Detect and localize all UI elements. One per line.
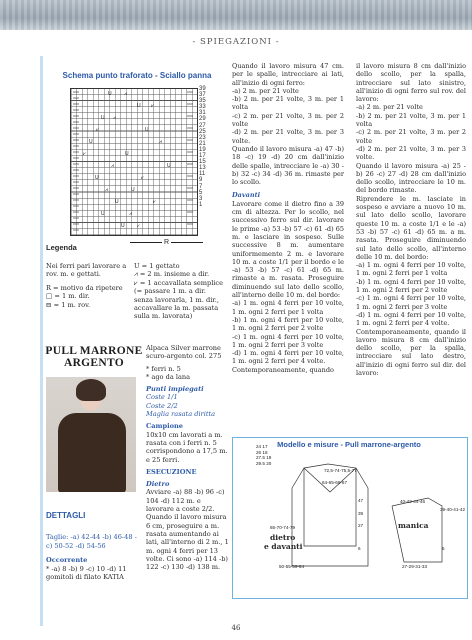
- pullover-title: PULL MARRONE ARGENTO: [45, 345, 143, 369]
- dettagli-text: [46, 533, 142, 582]
- model-photo: [46, 377, 136, 492]
- svg-text:⩘: ⩘: [105, 187, 108, 193]
- campione-title: Campione: [146, 422, 183, 431]
- esecuzione-title: ESECUZIONE: [146, 467, 197, 476]
- size-row: 29.5 20: [256, 460, 272, 466]
- paragraph: -d) 1 m. ogni 4 ferri per 10 volte, 1 m. ogni 2 ferri per 4 volte.: [232, 349, 344, 366]
- instructions-column-4: [356, 62, 466, 377]
- dietro: Avviare -a) 88 -b) 96 -c) 104 -d) 112 m. e lavorare a coste 2/2. Quando il lavoro misura 6 cm, proseguire a m. rasata aumentando ai lati, all'interno di 2 m., 1 m. ogni 4 ferri per 13 volte. Ci sono -a) 114 -b) 122 -c) 130 -d) 138 m.: [146, 488, 229, 572]
- chart-row-number: 13: [199, 165, 206, 172]
- chart-row-number: 17: [199, 153, 206, 160]
- svg-text:⩘: ⩘: [111, 163, 114, 169]
- size-row: 24 17: [256, 444, 268, 449]
- measure-5: 5: [442, 546, 445, 551]
- paragraph: -a) 2 m. per 21 volte: [356, 103, 423, 112]
- chart-row-numbers: [199, 86, 215, 208]
- svg-text:U: U: [121, 223, 125, 229]
- schema-title: Schema punto traforato - Sciallo panna: [62, 71, 212, 80]
- svg-text:U: U: [101, 211, 105, 217]
- taglie: Taglie: -a) 42-44 -b) 46-48 -c) 50-52 -d) 54-56: [46, 533, 137, 550]
- measure-6: 6: [358, 546, 361, 551]
- legenda-item: ⩘ = 2 m. insieme a dir.: [134, 270, 210, 279]
- paragraph: -b) 1 m. ogni 4 ferri per 10 volte, 1 m. ogni 2 ferri per 2 volte: [356, 277, 466, 295]
- paragraph: Riprendere le m. lasciate in sospeso e avviare a nuovo 10 m. sul lato dello scollo, lavorare queste 10 m. a coste 1/1 e le -a) 53 -b) 57 -c) 61 -d) 65 m. a m. rasata. Proseguire diminuendo sul lato dello scollo, all'interno delle 10 m. del bordo:: [356, 194, 466, 261]
- chart-row-number: 7: [199, 183, 203, 190]
- material: Alpaca Silver marrone scuro-argento col. 275: [146, 344, 222, 361]
- measure-top: 72,5-74-75,5-77: [324, 468, 357, 473]
- instructions-column-3: [232, 62, 344, 374]
- size-row: 27.5 19: [256, 455, 272, 461]
- paragraph: -c) 2 m. per 21 volte, 3 m. per 2 volte: [356, 128, 466, 145]
- paragraph: -d) 1 m. ogni 4 ferri per 10 volte, 1 m. ogni 2 ferri per 4 volte.: [356, 310, 466, 328]
- svg-text:⩗: ⩗: [141, 175, 144, 181]
- legenda-item: U = 1 gettato: [134, 262, 180, 270]
- svg-text:⩗: ⩗: [137, 223, 140, 229]
- paragraph: -b) 2 m. per 21 volte, 3 m. per 1 volta: [356, 111, 466, 129]
- hair-shape: [76, 379, 106, 401]
- label-davanti: e davanti: [264, 542, 303, 551]
- chart-repeat-label: R: [163, 239, 170, 246]
- svg-text:⩗: ⩗: [96, 127, 99, 133]
- paragraph: Lavorare come il dietro fino a 39 cm di altezza. Per lo scollo, nel successivo ferro sul dir. lavorare le prime -a) 53 -b) 57 -c) 61 -d) 65 m. e lasciare in sospeso. Sulle successive 8 m. aumentare uniformemente 2 m. e lavorare 10 m. a coste 1/1 per il bordo e le -a) 53 -b) 57 -c) 61 -d) 65 m. rimaste a m. rasata. Proseguire diminuendo sul lato dello scollo, all'interno delle 10 m. del bordo:: [232, 199, 344, 300]
- side-strip: [40, 56, 43, 626]
- paragraph: Contemporaneamente, quando: [232, 365, 334, 374]
- campione: 10x10 cm lavorati a m. rasata con i ferri n. 5 corrispondono a 17,5 m. e 25 ferri.: [146, 430, 228, 464]
- measure-side: 64-65-66-67: [322, 480, 348, 485]
- measure-bottom: 50-55-59-64: [279, 564, 305, 569]
- measure-sleeve-top: 40-42-44-46: [400, 499, 426, 504]
- legenda-title: Legenda: [46, 243, 77, 252]
- paragraph: Quando il lavoro misura 47 cm. per le spalle, intrecciare ai lati, all'inizio di ogni ferro:: [232, 62, 344, 87]
- chart-row-number: 21: [199, 140, 206, 147]
- measure-chest: 65-70-74-79: [270, 525, 296, 530]
- chart-row-number: 3: [199, 195, 203, 202]
- svg-text:U: U: [95, 175, 99, 181]
- dietro-title: Dietro: [146, 480, 170, 489]
- chart-symbols: [71, 89, 197, 235]
- chart-row-number: 5: [199, 189, 203, 196]
- label-dietro: dietro: [270, 533, 296, 542]
- svg-text:⩘: ⩘: [129, 211, 132, 217]
- punto: Coste 1/1: [146, 393, 178, 402]
- svg-text:U: U: [125, 151, 129, 157]
- svg-text:⩗: ⩗: [153, 199, 156, 205]
- chart-row-number: 27: [199, 122, 206, 129]
- svg-text:U: U: [115, 199, 119, 205]
- paragraph: Contemporaneamente, quando il lavoro misura 8 cm dall'inizio dello scollo, per la spalla, intrecciare sul lato destro, all'inizio di ogni ferro sul dir. del lavoro:: [356, 327, 466, 377]
- chart-repeat-marker: [130, 239, 203, 246]
- svg-text:⩘: ⩘: [113, 115, 116, 121]
- paragraph: -a) 2 m. per 21 volte: [232, 86, 299, 95]
- paragraph: Quando il lavoro misura -a) 47 -b) 18 -c) 19 -d) 20 cm dall'inizio delle spalle, intrecciare le -a) 30 -b) 32 -c) 34 -d) 36 m. rimaste per lo scollo.: [232, 144, 344, 187]
- sweater-shape: [58, 413, 126, 492]
- chart-row-number: 19: [199, 146, 206, 153]
- page-number: 46: [231, 624, 241, 632]
- paragraph: -d) 2 m. per 21 volte, 3 m. per 3 volte.: [232, 128, 344, 145]
- svg-text:U: U: [167, 163, 171, 169]
- legenda-item: Nei ferri pari lavorare a rov. m. e gettati.: [46, 262, 127, 279]
- label-manica: manica: [398, 521, 429, 530]
- svg-text:⩘: ⩘: [124, 91, 127, 97]
- paragraph: -c) 1 m. ogni 4 ferri per 10 volte, 1 m. ogni 2 ferri per 3 volte: [232, 332, 344, 349]
- legenda-right: [134, 262, 226, 321]
- chart-row-number: 33: [199, 104, 206, 111]
- size-table: [256, 444, 271, 466]
- paragraph: -a) 1 m. ogni 4 ferri per 10 volte, 1 m. ogni 2 ferri per 1 volta: [232, 299, 344, 316]
- paragraph: Quando il lavoro misura -a) 25 -b) 26 -c) 27 -d) 28 cm dall'inizio dello scollo, intrecciare le 10 m. del bordo rimaste.: [356, 161, 466, 195]
- paragraph: -c) 1 m. ogni 4 ferri per 10 volte, 1 m. ogni 2 ferri per 3 volte: [356, 294, 466, 311]
- measure-sleeve-side: 39-40-41-42: [440, 507, 466, 512]
- svg-text:⩗: ⩗: [83, 151, 86, 157]
- chart-row-number: 37: [199, 92, 206, 99]
- paragraph: -c) 2 m. per 21 volte, 3 m. per 2 volte: [232, 111, 344, 129]
- chart-row-number: 23: [199, 134, 206, 141]
- legenda-item: □ = 1 m. dir.: [46, 292, 90, 301]
- paragraph: -a) 1 m. ogni 4 ferri per 10 volte, 1 m. ogni 2 ferri per 1 volta: [356, 261, 466, 278]
- dettagli-label: DETTAGLI: [46, 511, 86, 520]
- measure-sleeve-bottom: 27-29-31-33: [402, 564, 428, 569]
- legenda-left: [46, 262, 128, 309]
- legenda-item: ⊟ = 1 m. rov.: [46, 300, 91, 309]
- size-row: 26 18: [256, 449, 268, 455]
- paragraph: il lavoro misura 8 cm dall'inizio dello scollo, per la spalla, intrecciare sul lato sinistro, all'inizio di ogni ferro sul rov. del lavoro:: [356, 62, 466, 104]
- legenda-item: ⩗ = 1 accavallata semplice (= passare 1 m. a dir. senza lavorarla, 1 m. dir., accavallare la m. passata sulla m. lavorata): [134, 278, 224, 321]
- chart-row-number: 11: [199, 171, 206, 178]
- material: * ago da lana: [146, 372, 191, 381]
- paragraph: -d) 2 m. per 21 volte, 3 m. per 3 volte.: [356, 144, 466, 162]
- chart-row-number: 9: [199, 177, 203, 184]
- svg-text:⩗: ⩗: [151, 103, 154, 109]
- chart-row-number: 25: [199, 128, 206, 135]
- punto: Maglia rasata diritta: [146, 410, 216, 419]
- paragraph: -b) 1 m. ogni 4 ferri per 10 volte, 1 m. ogni 2 ferri per 2 volte: [232, 315, 344, 333]
- knitting-chart-grid: [70, 88, 198, 236]
- svg-text:U: U: [137, 103, 141, 109]
- chart-row-number: 29: [199, 116, 206, 123]
- svg-text:U: U: [89, 139, 93, 145]
- punti-title: Punti impiegati: [146, 385, 204, 394]
- svg-text:U: U: [131, 187, 135, 193]
- chart-row-number: 35: [199, 98, 206, 105]
- measure-39: 39: [358, 511, 364, 516]
- header-photo-band: [0, 0, 472, 30]
- section-davanti-title: Davanti: [232, 191, 261, 200]
- punto: Coste 2/2: [146, 401, 178, 410]
- svg-text:U: U: [101, 115, 105, 121]
- svg-text:U: U: [145, 127, 149, 133]
- chart-row-number: 15: [199, 159, 206, 166]
- section-header: - SPIEGAZIONI -: [192, 37, 280, 47]
- pullover-instructions: [146, 344, 230, 575]
- svg-text:U: U: [108, 91, 112, 97]
- measure-27: 27: [358, 523, 364, 528]
- paragraph: -b) 2 m. per 21 volte, 3 m. per 1 volta: [232, 95, 344, 112]
- chart-row-number: 31: [199, 110, 206, 117]
- chart-row-number: 39: [199, 86, 206, 92]
- occorrente-label: Occorrente: [46, 556, 88, 565]
- schematic-title: Modello e misure - Pull marrone-argento: [277, 440, 421, 449]
- material: * ferri n. 5: [146, 364, 181, 373]
- occorrente: * -a) 8 -b) 9 -c) 10 -d) 11 gomitoli di filato KATIA: [46, 564, 127, 582]
- measure-47: 47: [358, 498, 364, 503]
- svg-text:⩘: ⩘: [159, 139, 162, 145]
- chart-row-number: 1: [199, 201, 203, 208]
- legenda-item: R = motivo da ripetere: [46, 283, 123, 292]
